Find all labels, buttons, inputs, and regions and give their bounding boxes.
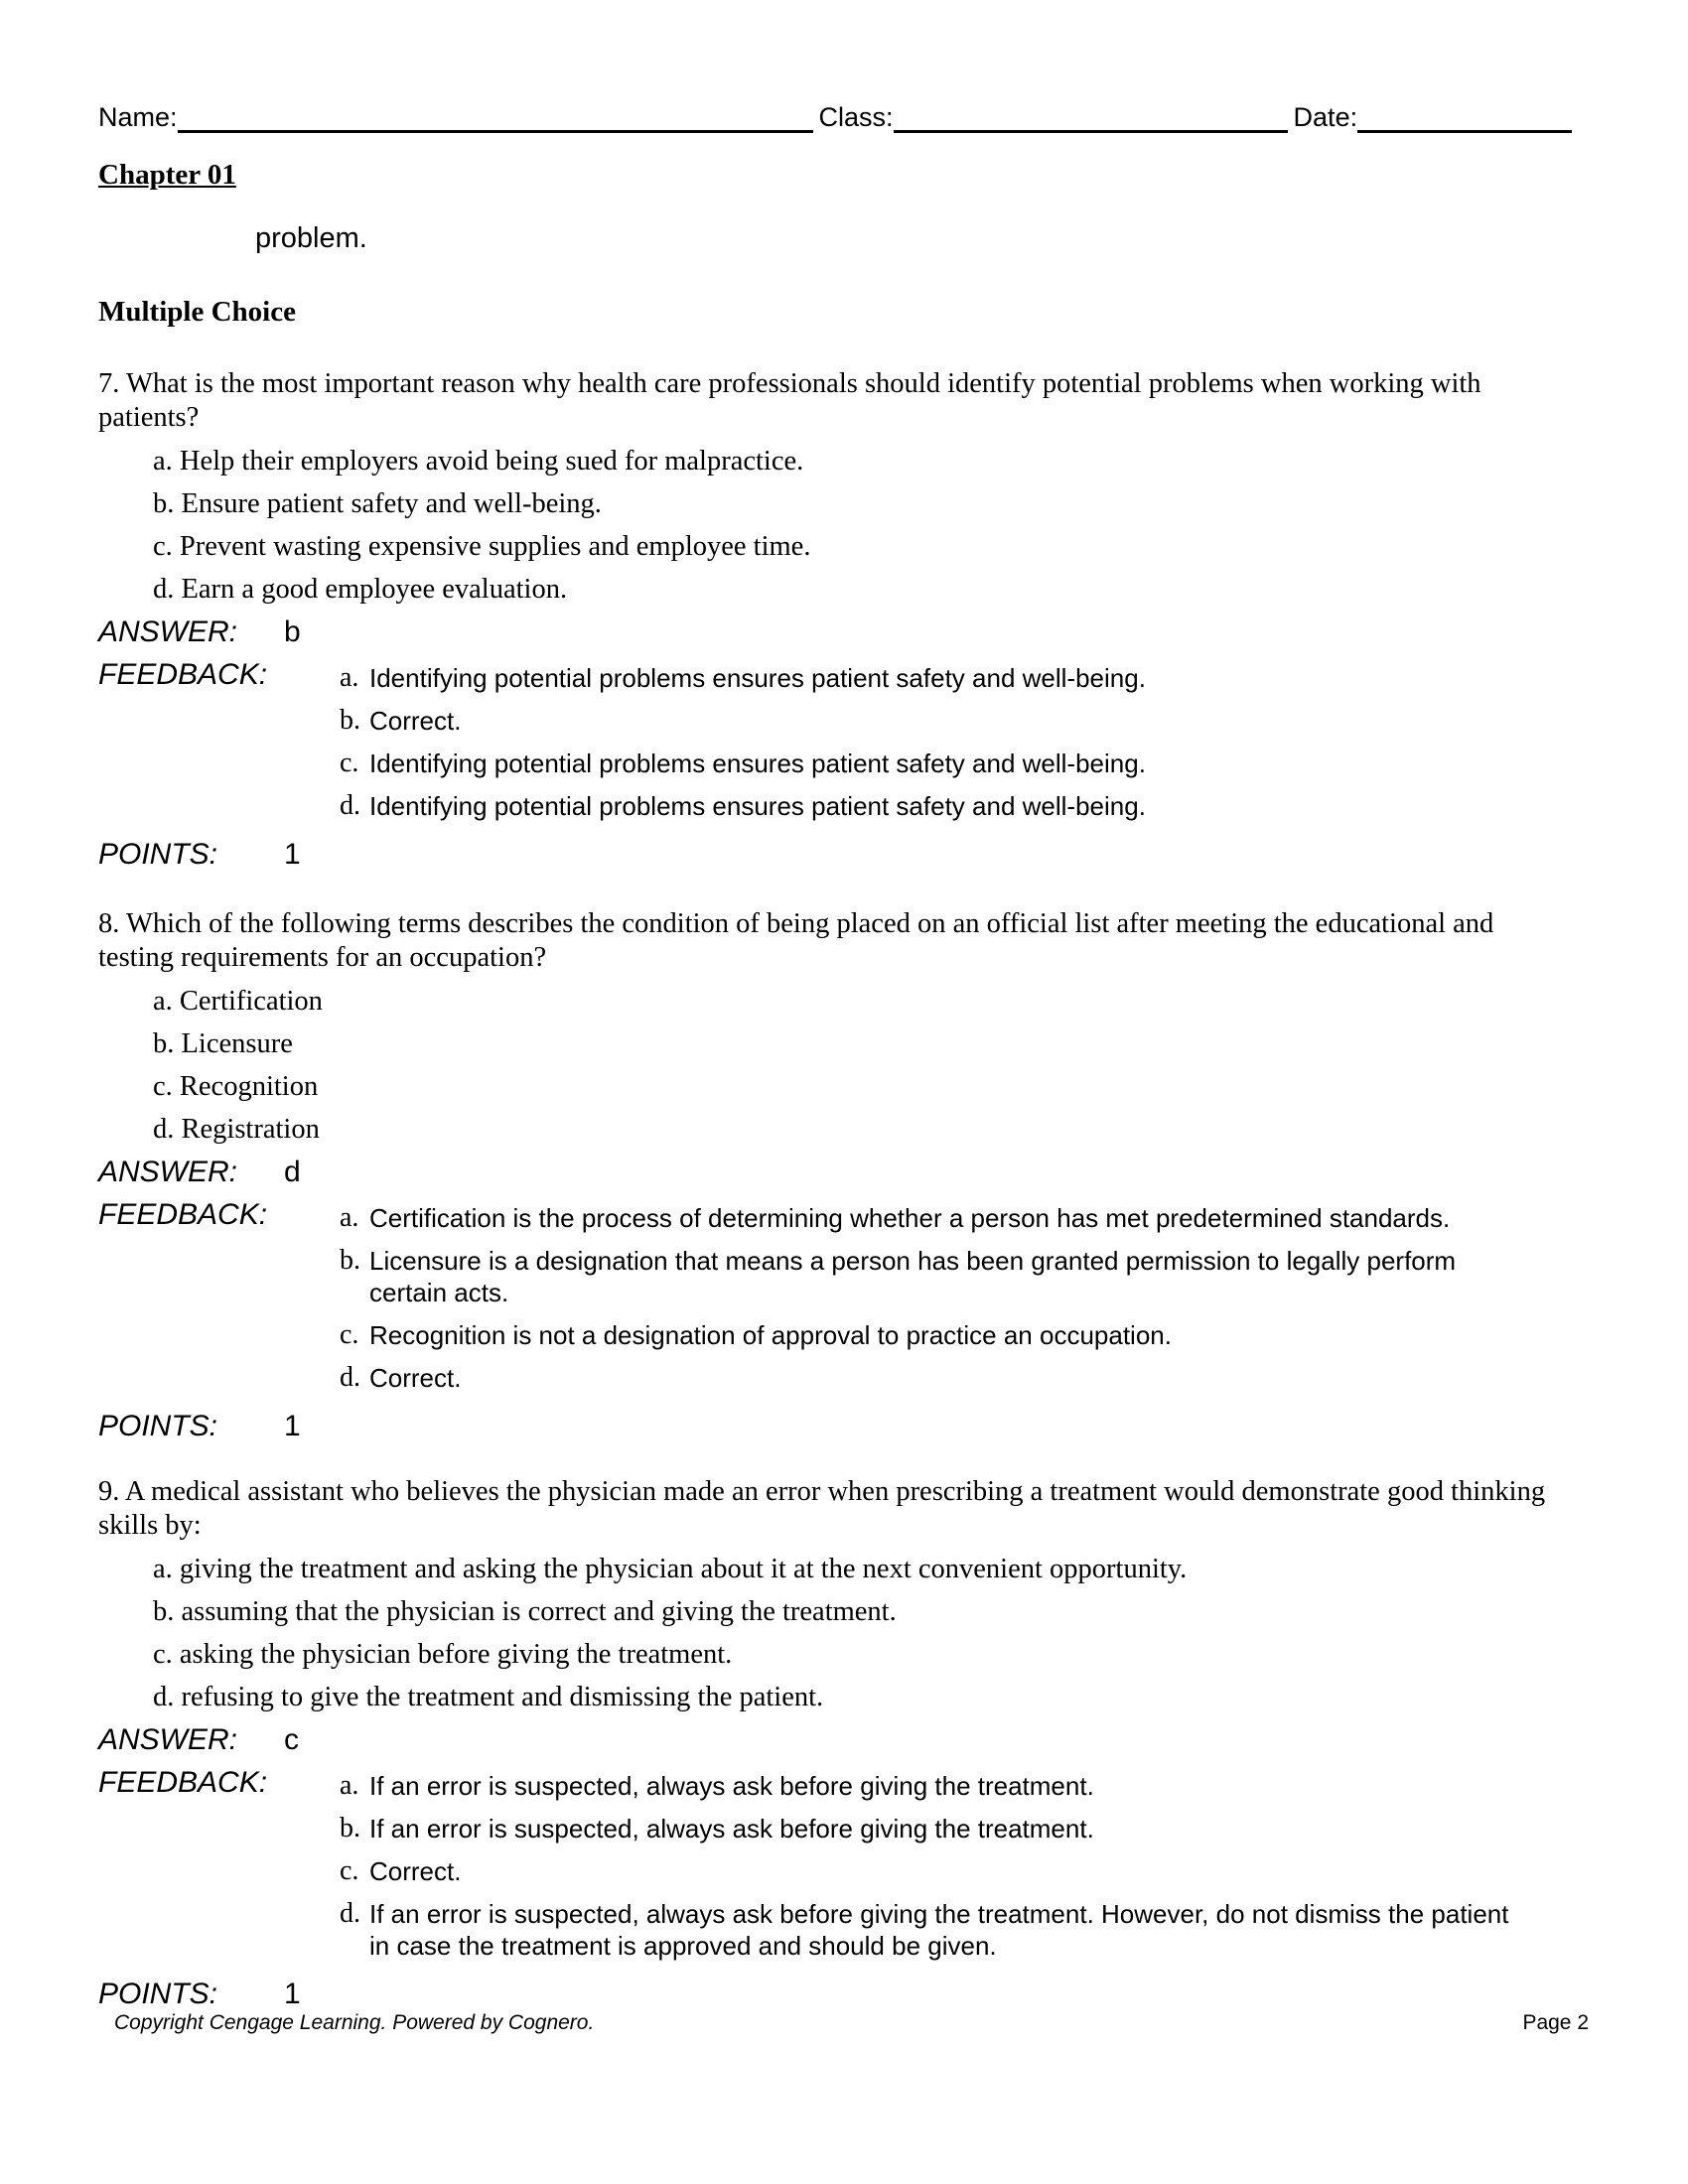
feedback-text: Certification is the process of determining whether a person has met predetermined standards. [369,1203,1451,1233]
feedback-text: If an error is suspected, always ask before giving the treatment. However, do not dismiss the patient in case the treatment is approved and should be given. [369,1899,1509,1961]
answer-option: d. refusing to give the treatment and dismissing the patient. [153,1682,824,1712]
feedback-item [340,1196,1531,1239]
question-block [98,1475,1572,2015]
answer-option: b. Licensure [153,1028,293,1059]
feedback-letter: c. [340,1855,359,1886]
feedback-letter: d. [340,1362,360,1393]
feedback-text: Recognition is not a designation of approval to practice an occupation. [369,1320,1172,1350]
answer-options [98,980,1572,1151]
feedback-list [98,656,1572,827]
feedback-text: Licensure is a designation that means a person has been granted permission to legally perform certain acts. [369,1246,1457,1307]
feedback-letter: a. [340,1202,359,1233]
question-stem: 9. A medical assistant who believes the physician made an error when prescribing a treatment would demonstrate good thinking skills by: [98,1476,1546,1541]
feedback-label: FEEDBACK: [98,1198,268,1231]
feedback-letter: a. [340,1770,359,1801]
feedback-list [98,1764,1572,1967]
answer-option: c. Recognition [153,1071,319,1102]
answer-row [98,1718,1572,1761]
answer-value: b [284,615,301,648]
answer-option: b. assuming that the physician is correct and giving the treatment. [153,1596,897,1627]
answer-label: ANSWER: [98,1156,238,1188]
answer-option: a. giving the treatment and asking the physician about it at the next convenient opportunity. [153,1554,1188,1584]
points-label: POINTS: [98,838,218,871]
feedback-letter: a. [340,662,359,693]
feedback-item [340,1892,1531,1967]
feedback-text: Identifying potential problems ensures patient safety and well-being. [369,791,1146,821]
points-value: 1 [284,1978,301,2010]
feedback-text: Correct. [369,706,462,736]
feedback-item [340,784,1531,827]
answer-options [98,1548,1572,1718]
points-label: POINTS: [98,1410,218,1442]
feedback-item [340,1764,1531,1807]
points-value: 1 [284,838,301,871]
section-title: Multiple Choice [98,296,296,328]
answer-value: c [284,1723,299,1756]
question-block [98,367,1572,876]
feedback-item [340,742,1531,784]
answer-option: c. asking the physician before giving the treatment. [153,1639,733,1670]
feedback-label: FEEDBACK: [98,1766,268,1799]
answer-value: d [284,1156,301,1188]
student-info-header [98,97,1572,133]
points-row [98,1973,1572,2015]
feedback-text: Correct. [369,1856,462,1886]
answer-option: a. Certification [153,986,323,1017]
answer-label: ANSWER: [98,1723,238,1756]
feedback-list [98,1196,1572,1399]
feedback-letter: c. [340,1319,359,1350]
page-footer [114,2011,1589,2035]
feedback-text: Identifying potential problems ensures patient safety and well-being. [369,749,1146,778]
page-number: Page 2 [1522,2011,1589,2034]
copyright-text: Copyright Cengage Learning. Powered by Cognero. [114,2011,595,2034]
name-blank [178,102,813,133]
answer-option: a. Help their employers avoid being sued for malpractice. [153,446,804,477]
answer-option: c. Prevent wasting expensive supplies and employee time. [153,531,811,562]
feedback-item [340,656,1531,699]
answer-row [98,611,1572,653]
answer-label: ANSWER: [98,615,238,648]
date-label: Date: [1293,102,1358,132]
answer-options [98,440,1572,611]
answer-option: d. Earn a good employee evaluation. [153,574,568,605]
carryover-text: problem. [255,222,367,254]
answer-option: d. Registration [153,1114,320,1145]
points-label: POINTS: [98,1978,218,2010]
points-row [98,1405,1572,1447]
feedback-label: FEEDBACK: [98,658,268,691]
points-value: 1 [284,1410,301,1442]
feedback-text: If an error is suspected, always ask before giving the treatment. [369,1814,1094,1843]
feedback-item [340,1356,1531,1399]
feedback-item [340,1849,1531,1892]
feedback-text: Correct. [369,1363,462,1393]
chapter-title: Chapter 01 [98,159,236,191]
feedback-letter: b. [340,705,360,736]
feedback-letter: c. [340,748,359,778]
feedback-item [340,1807,1531,1849]
answer-row [98,1151,1572,1193]
feedback-item [340,699,1531,742]
feedback-letter: d. [340,790,360,821]
feedback-item [340,1313,1531,1356]
answer-option: b. Ensure patient safety and well-being. [153,488,602,519]
feedback-item [340,1239,1531,1313]
class-blank [894,102,1288,133]
date-blank [1357,102,1572,133]
class-label: Class: [818,102,894,132]
question-stem: 8. Which of the following terms describes the condition of being placed on an official list after meeting the educational and testing requirements for an occupation? [98,908,1494,973]
feedback-letter: d. [340,1898,360,1929]
question-block [98,907,1572,1447]
name-label: Name: [98,102,178,132]
feedback-letter: b. [340,1245,360,1276]
feedback-text: If an error is suspected, always ask before giving the treatment. [369,1771,1094,1801]
question-stem: 7. What is the most important reason why health care professionals should identify potential problems when working with patients? [98,368,1481,433]
feedback-text: Identifying potential problems ensures patient safety and well-being. [369,663,1146,693]
points-row [98,833,1572,876]
feedback-letter: b. [340,1813,360,1843]
